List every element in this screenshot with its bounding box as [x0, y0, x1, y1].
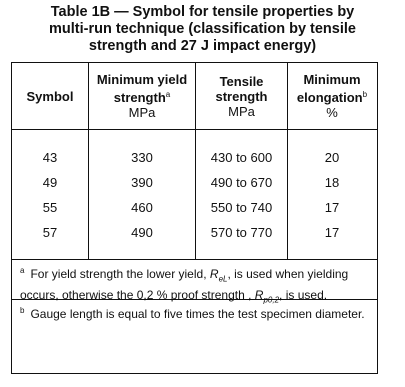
footnote-b-text: Gauge length is equal to five times the test specimen diameter.	[30, 307, 365, 321]
cell-symbol: 49	[42, 174, 58, 190]
header-yield-line2: strength	[113, 90, 166, 105]
symbol-r-p02: $R_{p0,2}$	[254, 288, 280, 305]
tensile-properties-table	[11, 62, 378, 374]
footnote-a-text1: For yield strength the lower yield,	[30, 267, 207, 281]
caption-line-3: strength and 27 J impact energy)	[88, 38, 317, 54]
table-caption	[0, 4, 405, 55]
footnote-b	[20, 303, 372, 322]
cell-tensile: 430 to 600	[210, 149, 273, 165]
header-tensile-line2: strength	[215, 88, 268, 104]
cell-symbol: 57	[42, 224, 58, 240]
footnote-a-mark: a	[20, 266, 25, 275]
header-symbol	[12, 63, 88, 129]
cell-elongation: 20	[324, 149, 340, 165]
caption-line-2: multi-run technique (classification by tensile	[49, 21, 356, 37]
footnote-a-text3: , is used.	[279, 288, 328, 303]
cell-yield: 460	[131, 199, 153, 215]
header-yield-line1: Minimum yield	[96, 72, 188, 87]
cell-symbol: 43	[42, 149, 58, 165]
header-elong-line1: Minimum	[303, 72, 361, 87]
cell-yield: 390	[131, 174, 153, 190]
header-elong-unit: %	[326, 105, 338, 120]
header-elongation	[288, 63, 376, 129]
cell-elongation: 17	[324, 199, 340, 215]
cell-tensile: 570 to 770	[210, 224, 273, 240]
cell-elongation: 18	[324, 174, 340, 190]
header-tensile-strength	[196, 63, 287, 129]
header-yield-unit: MPa	[128, 105, 156, 120]
header-elong-line2: elongation	[296, 90, 363, 105]
cell-tensile: 550 to 740	[210, 199, 273, 215]
footnote-a-text2: , is used when yielding occurs, otherwise the 0,2 % proof strength ,	[20, 267, 349, 303]
header-divider	[12, 129, 377, 130]
caption-line-1: Table 1B — Symbol for tensile properties by	[50, 4, 355, 20]
header-symbol-label: Symbol	[26, 88, 74, 104]
footnote-b-mark: b	[20, 306, 25, 315]
cell-yield: 490	[131, 224, 153, 240]
footnote-a-ref: a	[165, 90, 171, 99]
notes-divider	[12, 259, 377, 260]
cell-yield: 330	[131, 149, 153, 165]
cell-elongation: 17	[324, 224, 340, 240]
header-tensile-line1: Tensile	[219, 73, 264, 89]
header-yield-strength	[89, 63, 195, 129]
cell-tensile: 490 to 670	[210, 174, 273, 190]
symbol-r-el: $R_{eL}$	[209, 267, 228, 284]
header-tensile-unit: MPa	[228, 103, 255, 119]
footnote-a	[20, 263, 372, 309]
cell-symbol: 55	[42, 199, 58, 215]
footnote-b-ref: b	[362, 90, 368, 99]
